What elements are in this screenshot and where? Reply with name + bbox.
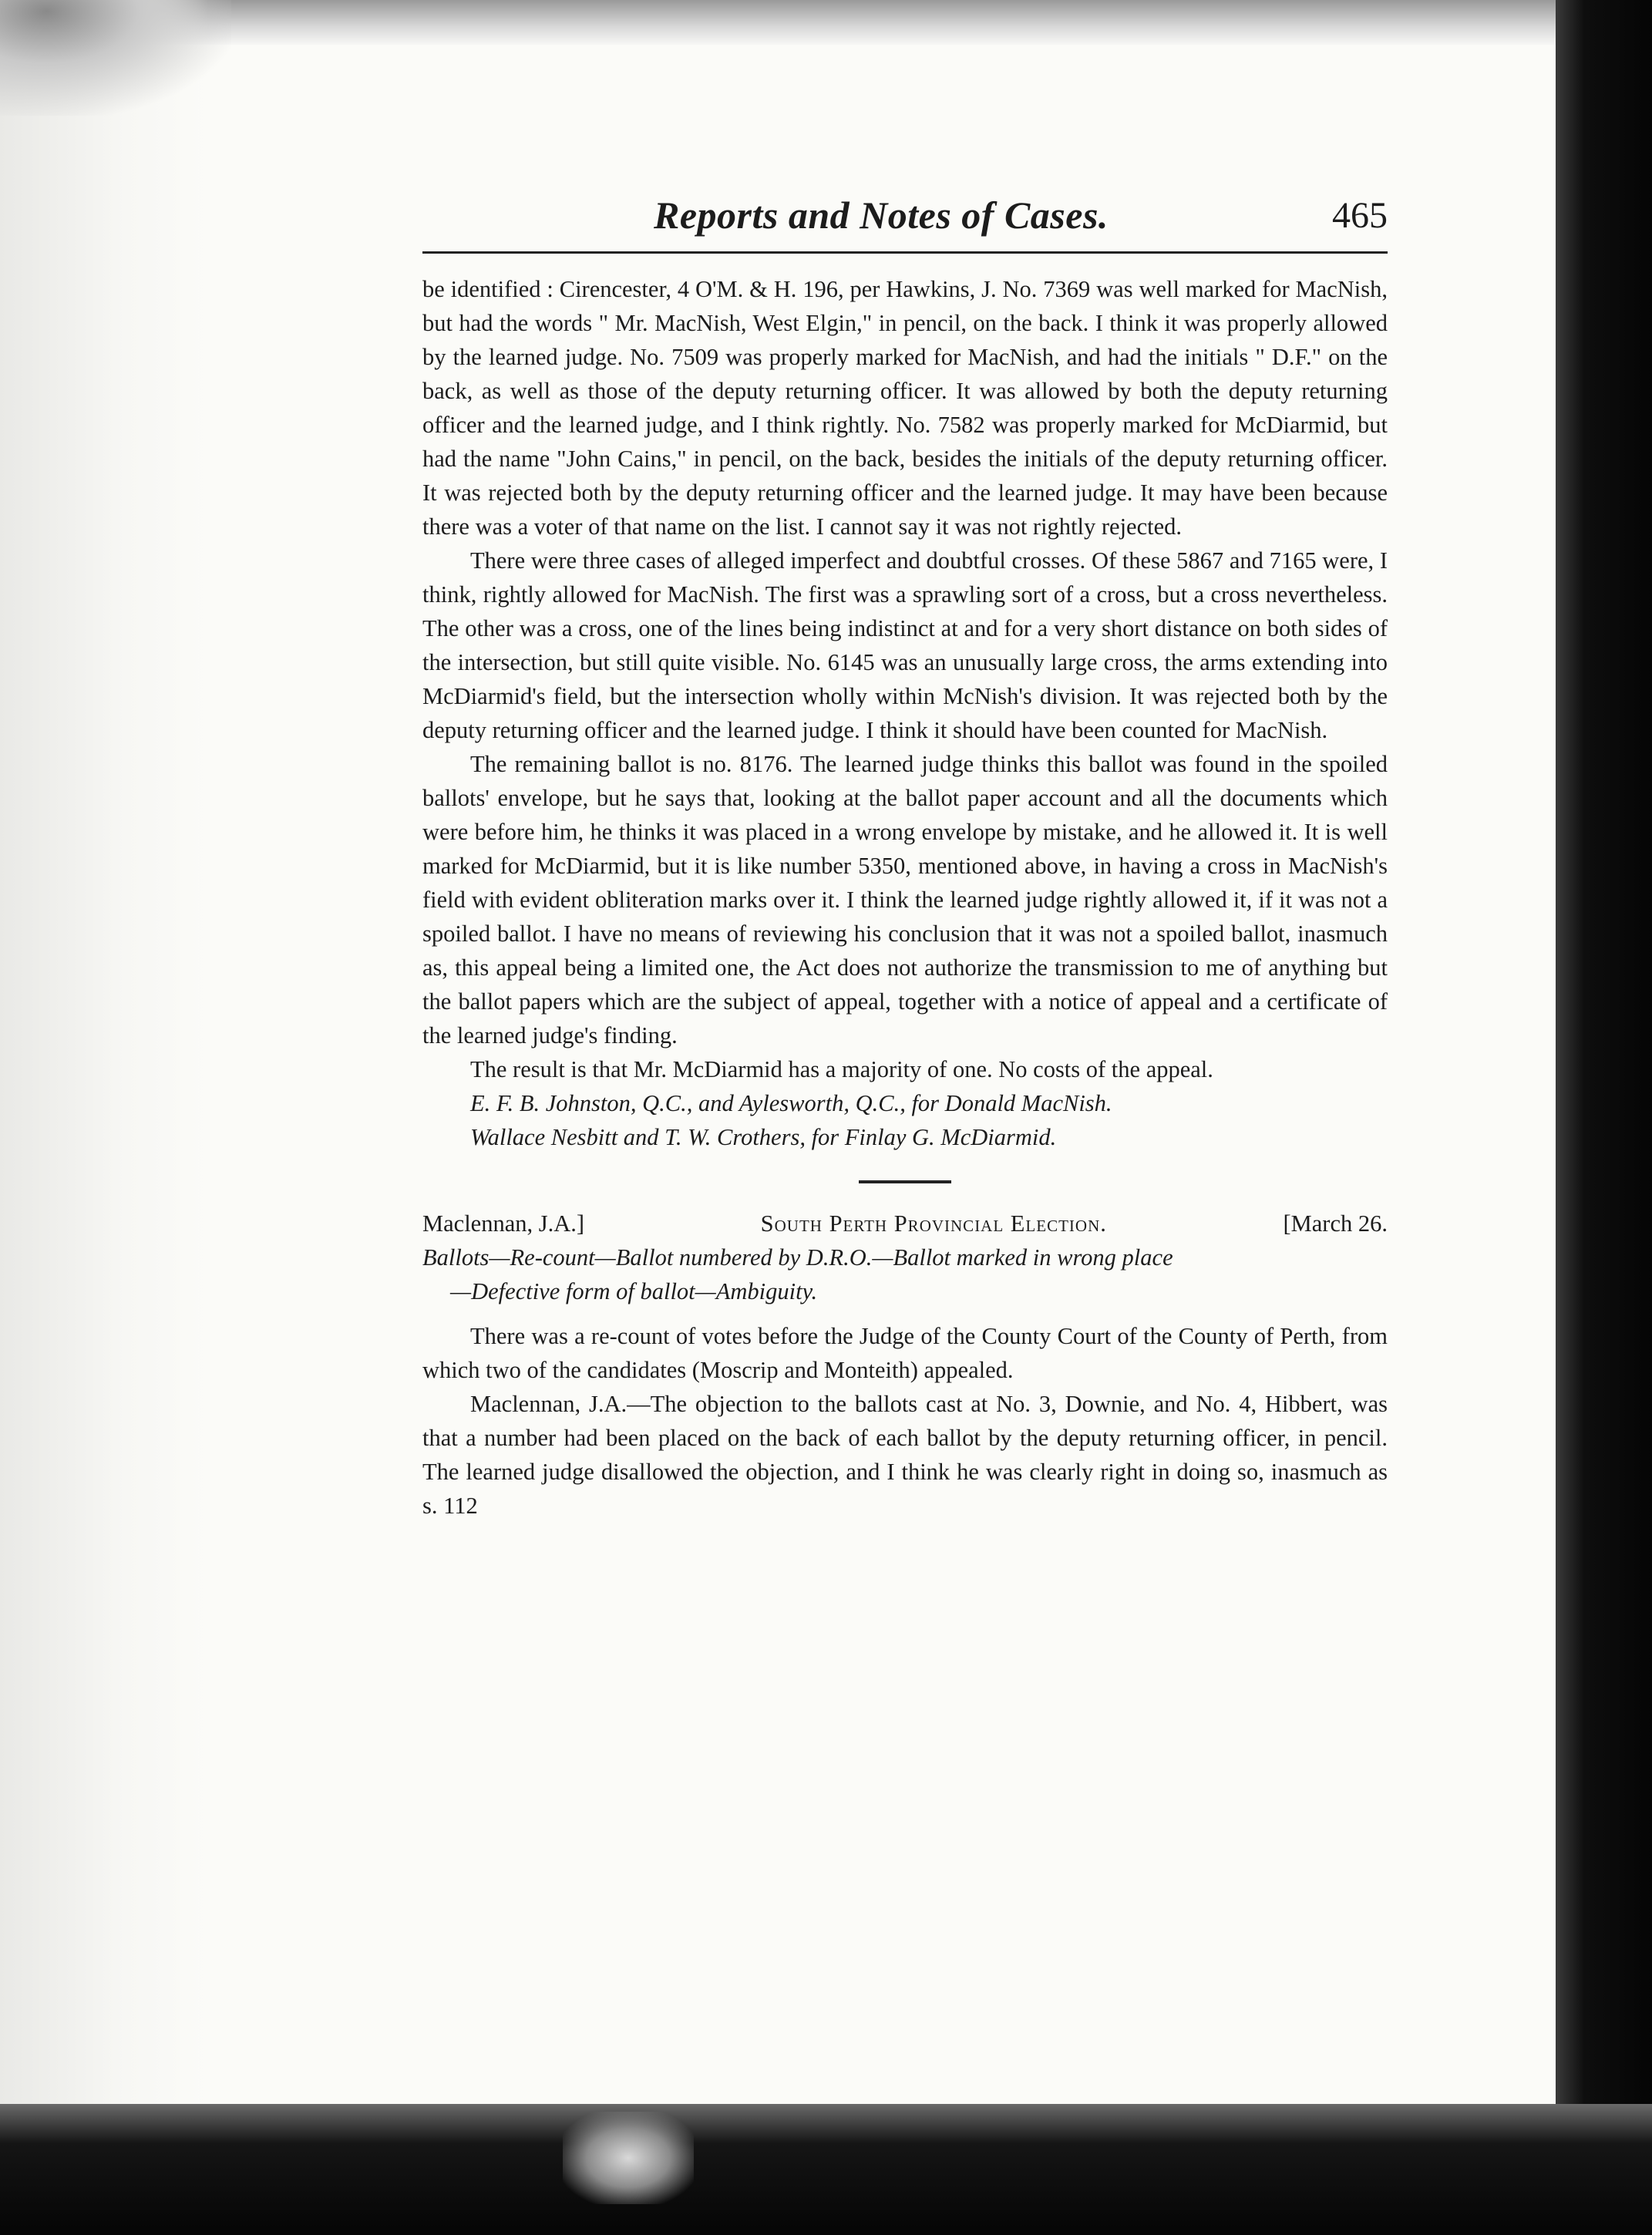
page-number: 465 — [1332, 195, 1388, 236]
paragraph-doubtful-crosses: There were three cases of alleged imperfect and doubtful crosses. Of these 5867 and 7165 were, I think, rightly allowed for MacNish. The first was a sprawling sort of a cross, but a cross nevertheless. The other was a cross, one of the lines being indistinct at and for a very short distance on both sides of the intersection, but still quite visible. No. 6145 was an unusually large cross, the arms extending into McDiarmid's field, but the intersection wholly within McNish's division. It was rejected both by the deputy returning officer and the learned judge. I think it should have been counted for MacNish. — [422, 547, 1388, 743]
paragraph-judgment: Maclennan, J.A.—The objection to the ballots cast at No. 3, Downie, and No. 4, Hibbert, was that a number had been placed on the back of each ballot by the deputy returning officer, in pencil. The learned judge disallowed the objection, and I think he was clearly right in doing so, inasmuch as s. 112 — [422, 1391, 1388, 1519]
running-title: Reports and Notes of Cases. — [654, 194, 1109, 237]
counsel-line-mcdiarmid: Wallace Nesbitt and T. W. Crothers, for Finlay G. McDiarmid. — [470, 1124, 1057, 1150]
case-heading — [422, 1207, 1388, 1240]
headnote — [422, 1240, 1388, 1308]
scan-edge-right — [1556, 0, 1652, 2235]
paragraph-result: The result is that Mr. McDiarmid has a majority of one. No costs of the appeal. — [470, 1056, 1213, 1082]
paragraph-remaining-ballot: The remaining ballot is no. 8176. The learned judge thinks this ballot was found in the spoiled ballots' envelope, but he says that, looking at the ballot paper account and all the documents which were before him, he thinks it was placed in a wrong envelope by mistake, and he allowed it. It is well marked for McDiarmid, but it is like number 5350, mentioned above, in having a cross in MacNish's field with evident obliteration marks over it. I think the learned judge rightly allowed it, if it was not a spoiled ballot. I have no means of reviewing his conclusion that it was not a spoiled ballot, inasmuch as, this appeal being a limited one, the Act does not authorize the transmission to me of anything but the ballot papers which are the subject of appeal, together with a notice of appeal and a certificate of the learned judge's finding. — [422, 751, 1388, 1048]
running-head — [422, 193, 1388, 254]
scan-blotch — [563, 2112, 694, 2204]
paragraph-ballot-markings: be identified : Cirencester, 4 O'M. & H. 196, per Hawkins, J. No. 7369 was well marked for MacNish, but had the words " Mr. MacNish, West Elgin," in pencil, on the back. I think it was properly allowed by the learned judge. No. 7509 was properly marked for MacNish, and had the initials " D.F." on the back, as well as those of the deputy returning officer. It was allowed by both the deputy returning officer and the learned judge, and I think rightly. No. 7582 was properly marked for McDiarmid, but had the name "John Cains," in pencil, on the back, besides the initials of the deputy returning officer. It was rejected both by the deputy returning officer and the learned judge. It may have been because there was a voter of that name on the list. I cannot say it was not rightly rejected. — [422, 276, 1388, 540]
case-title: South Perth Provincial Election. — [760, 1210, 1107, 1237]
headnote-line-2: —Defective form of ballot—Ambiguity. — [450, 1278, 818, 1304]
document-page — [422, 193, 1388, 1523]
scan-edge-left — [0, 0, 208, 2235]
counsel-line-macnish: E. F. B. Johnston, Q.C., and Aylesworth, Q.C., for Donald MacNish. — [470, 1090, 1112, 1116]
case-date: [March 26. — [1283, 1210, 1388, 1237]
headnote-line-1: Ballots—Re-count—Ballot numbered by D.R.O.—Ballot marked in wrong place — [422, 1244, 1173, 1271]
paragraph-recount: There was a re-count of votes before the Judge of the County Court of the County of Perth, from which two of the candidates (Moscrip and Monteith) appealed. — [422, 1323, 1388, 1383]
report-body — [422, 272, 1388, 1523]
scan-corner-shadow — [0, 0, 231, 116]
scan-edge-top — [0, 0, 1652, 45]
scan-edge-bottom — [0, 2104, 1652, 2235]
case-judge: Maclennan, J.A.] — [422, 1210, 585, 1237]
section-divider — [859, 1180, 951, 1183]
